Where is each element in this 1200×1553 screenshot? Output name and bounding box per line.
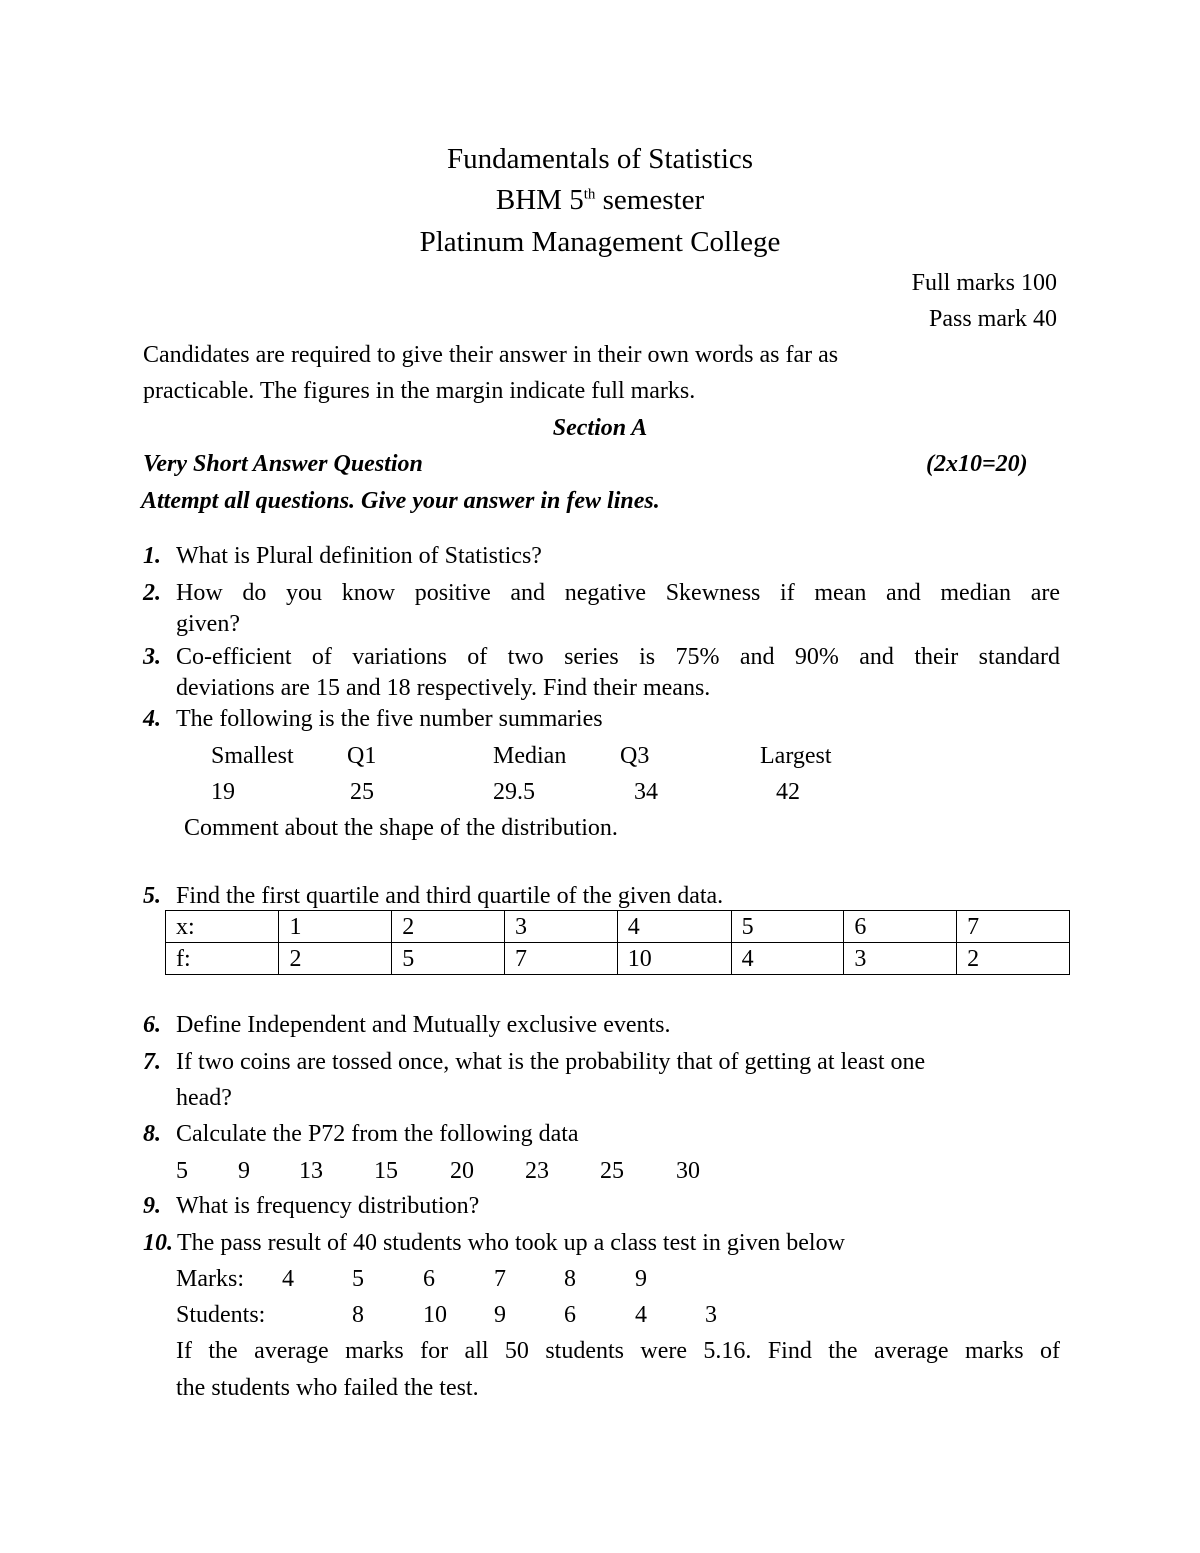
question-10-line-1: If the average marks for all 50 students were 5.16. Find the average marks of	[176, 1338, 1060, 1364]
students-value: 10	[423, 1302, 447, 1328]
college-name: Platinum Management College	[419, 226, 781, 258]
marks-value: 5	[352, 1266, 364, 1292]
section-heading: Section A	[552, 415, 648, 441]
question-number-9: 9.	[143, 1193, 161, 1219]
question-number-1: 1.	[143, 543, 161, 569]
question-number-2: 2.	[143, 580, 161, 606]
table-cell: 10	[617, 943, 731, 975]
table-cell: 1	[279, 911, 392, 943]
question-2-line-2: given?	[176, 611, 240, 637]
question-7-line-2: head?	[176, 1085, 232, 1111]
question-number-6: 6.	[143, 1012, 161, 1038]
marks-value: 8	[564, 1266, 576, 1292]
question-6-text: Define Independent and Mutually exclusive events.	[176, 1012, 671, 1038]
summary-header-smallest: Smallest	[211, 743, 294, 769]
table-cell: f:	[166, 943, 279, 975]
question-1-text: What is Plural definition of Statistics?	[176, 543, 542, 569]
summary-header-q1: Q1	[347, 743, 377, 769]
question-number-3: 3.	[143, 644, 161, 670]
instructions-line-1: Candidates are required to give their answer in their own words as far as	[143, 342, 839, 368]
data-value: 13	[299, 1158, 323, 1184]
table-cell: 2	[392, 911, 505, 943]
marks-value: 7	[494, 1266, 506, 1292]
section-note: Attempt all questions. Give your answer in few lines.	[141, 488, 660, 514]
question-3-line-1: Co-efficient of variations of two series is 75% and 90% and their standard	[176, 644, 1060, 670]
question-4-text: The following is the five number summaries	[176, 706, 603, 732]
frequency-table	[165, 910, 1070, 975]
table-cell: 7	[957, 911, 1070, 943]
summary-value-smallest: 19	[211, 779, 235, 805]
question-2-line-1: How do you know positive and negative Skewness if mean and median are	[176, 580, 1060, 606]
question-4-comment: Comment about the shape of the distribution.	[184, 815, 618, 841]
table-cell: 6	[844, 911, 957, 943]
summary-header-q3: Q3	[620, 743, 650, 769]
marks-value: 6	[423, 1266, 435, 1292]
table-cell: x:	[166, 911, 279, 943]
marks-value: 4	[282, 1266, 294, 1292]
full-marks: Full marks 100	[911, 270, 1057, 296]
question-5-text: Find the first quartile and third quartile of the given data.	[176, 883, 724, 909]
data-value: 9	[238, 1158, 250, 1184]
table-row	[166, 911, 1070, 943]
table-cell: 7	[504, 943, 617, 975]
question-3-line-2: deviations are 15 and 18 respectively. Find their means.	[176, 675, 711, 701]
data-value: 23	[525, 1158, 549, 1184]
question-10-text: The pass result of 40 students who took up a class test in given below	[177, 1230, 845, 1256]
summary-header-median: Median	[493, 743, 567, 769]
question-7-line-1: If two coins are tossed once, what is the probability that of getting at least one	[176, 1049, 926, 1075]
data-value: 30	[676, 1158, 700, 1184]
summary-value-median: 29.5	[493, 779, 535, 805]
question-number-7: 7.	[143, 1049, 161, 1075]
data-value: 20	[450, 1158, 474, 1184]
question-number-10: 10.	[143, 1230, 173, 1256]
semester-line: BHM 5th semester	[495, 184, 705, 216]
table-cell: 2	[957, 943, 1070, 975]
data-value: 15	[374, 1158, 398, 1184]
table-cell: 4	[731, 943, 844, 975]
students-value: 3	[705, 1302, 717, 1328]
students-value: 9	[494, 1302, 506, 1328]
table-cell: 3	[504, 911, 617, 943]
table-cell: 5	[392, 943, 505, 975]
students-label: Students:	[176, 1302, 266, 1328]
summary-value-largest: 42	[776, 779, 800, 805]
table-cell: 5	[731, 911, 844, 943]
instructions-line-2: practicable. The figures in the margin indicate full marks.	[143, 378, 696, 404]
data-value: 5	[176, 1158, 188, 1184]
question-8-text: Calculate the P72 from the following data	[176, 1121, 579, 1147]
students-value: 6	[564, 1302, 576, 1328]
marks-label: Marks:	[176, 1266, 244, 1292]
question-9-text: What is frequency distribution?	[176, 1193, 480, 1219]
summary-value-q3: 34	[634, 779, 658, 805]
marks-value: 9	[635, 1266, 647, 1292]
table-cell: 4	[617, 911, 731, 943]
table-cell: 2	[279, 943, 392, 975]
students-value: 8	[352, 1302, 364, 1328]
question-type: Very Short Answer Question	[143, 451, 423, 477]
students-value: 4	[635, 1302, 647, 1328]
summary-header-largest: Largest	[760, 743, 832, 769]
summary-value-q1: 25	[350, 779, 374, 805]
question-number-4: 4.	[143, 706, 161, 732]
data-value: 25	[600, 1158, 624, 1184]
question-10-line-2: the students who failed the test.	[176, 1375, 479, 1401]
page-title: Fundamentals of Statistics	[446, 143, 754, 175]
question-number-5: 5.	[143, 883, 161, 909]
table-cell: 3	[844, 943, 957, 975]
question-number-8: 8.	[143, 1121, 161, 1147]
section-marks: (2x10=20)	[926, 451, 1028, 477]
table-row	[166, 943, 1070, 975]
pass-mark: Pass mark 40	[929, 306, 1057, 332]
